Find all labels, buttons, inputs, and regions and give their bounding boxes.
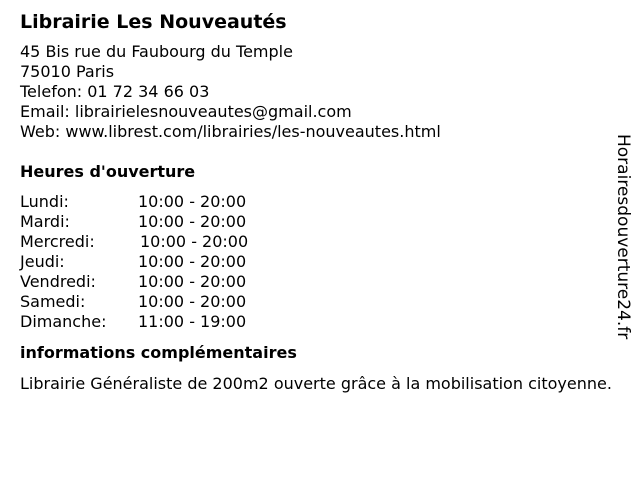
- web-line: Web: www.librest.com/librairies/les-nouveautes.html: [20, 122, 441, 141]
- day-label: Jeudi:: [20, 252, 65, 271]
- hours-row: [20, 192, 620, 212]
- store-name: Librairie Les Nouveautés: [20, 11, 287, 33]
- contact-block: [20, 42, 620, 142]
- hours-row: [20, 272, 620, 292]
- hours-row: [20, 292, 620, 312]
- time-range: 10:00 - 20:00: [138, 212, 247, 231]
- time-range: 10:00 - 20:00: [138, 292, 247, 311]
- address-line-1: 45 Bis rue du Faubourg du Temple: [20, 42, 293, 61]
- info-description: Librairie Généraliste de 200m2 ouverte grâce à la mobilisation citoyenne.: [20, 374, 612, 393]
- hours-row: [20, 312, 620, 332]
- hours-row: [20, 232, 620, 252]
- hours-table: [20, 192, 620, 332]
- time-range: 10:00 - 20:00: [138, 252, 247, 271]
- phone-line: Telefon: 01 72 34 66 03: [20, 82, 210, 101]
- day-label: Mercredi:: [20, 232, 95, 251]
- site-watermark: Horairesdouverture24.fr: [613, 134, 633, 340]
- store-card: [20, 10, 620, 394]
- time-range: 10:00 - 20:00: [138, 192, 247, 211]
- day-label: Dimanche:: [20, 312, 107, 331]
- day-label: Lundi:: [20, 192, 69, 211]
- email-line: Email: librairielesnouveautes@gmail.com: [20, 102, 352, 121]
- time-range: 10:00 - 20:00: [138, 272, 247, 291]
- address-line-2: 75010 Paris: [20, 62, 115, 81]
- hours-row: [20, 212, 620, 232]
- time-range: 10:00 - 20:00: [140, 232, 249, 251]
- day-label: Samedi:: [20, 292, 86, 311]
- info-heading: informations complémentaires: [20, 343, 297, 362]
- hours-heading: Heures d'ouverture: [20, 162, 196, 181]
- time-range: 11:00 - 19:00: [138, 312, 247, 331]
- day-label: Vendredi:: [20, 272, 96, 291]
- hours-row: [20, 252, 620, 272]
- day-label: Mardi:: [20, 212, 70, 231]
